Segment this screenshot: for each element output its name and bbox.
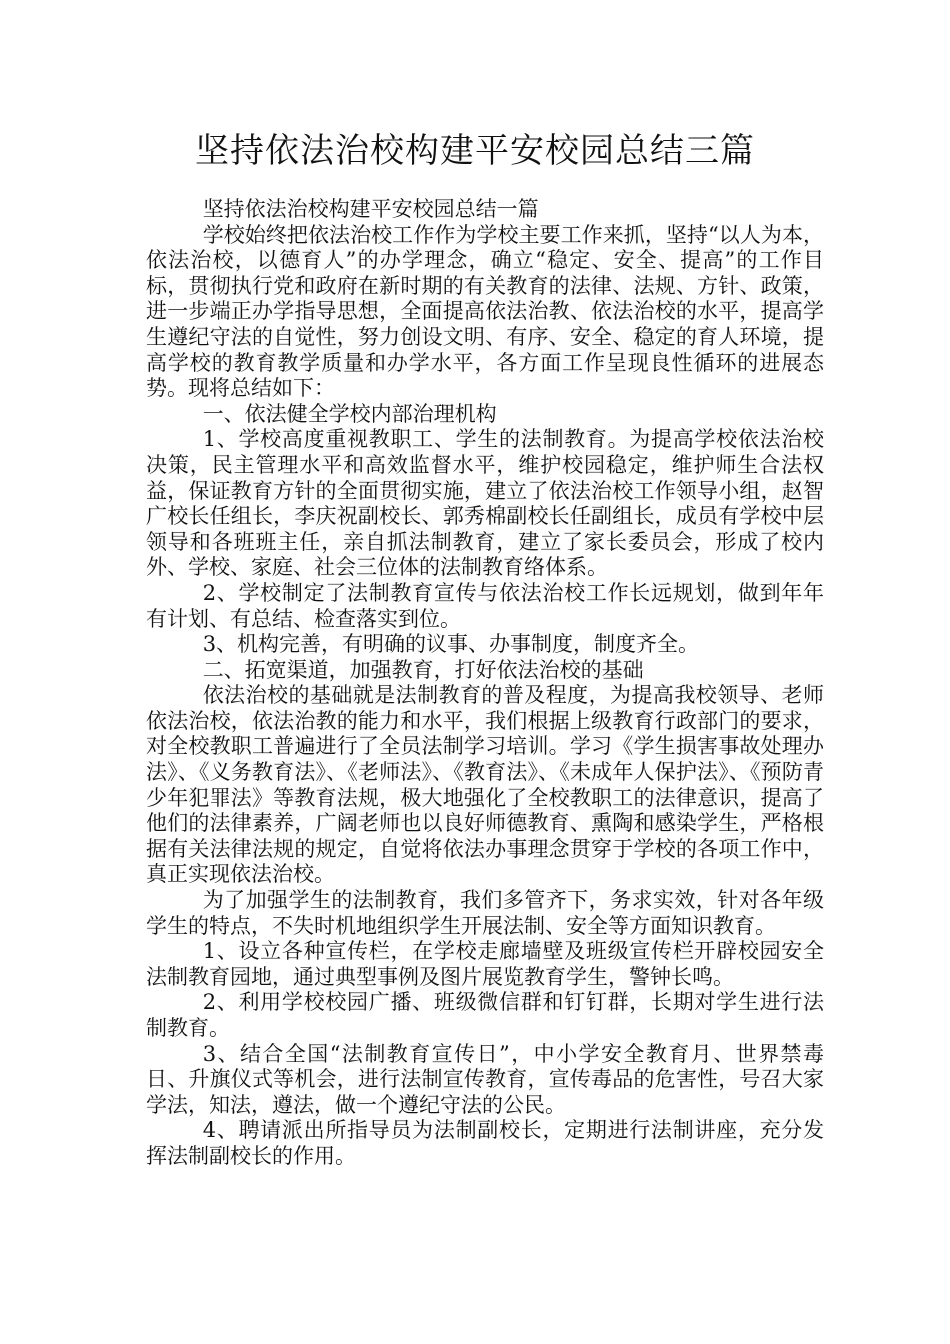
paragraph: 学校始终把依法治校工作作为学校主要工作来抓，坚持“以人为本，依法治校，以德育人”的办学理念，确立“稳定、安全、提高”的工作目标，贯彻执行党和政府在新时期的有关教育的法律、法规、方针、政策，进一步端正办学指导思想，全面提高依法治教、依法治校的水平，提高学生遵纪守法的自觉性，努力创设文明、有序、安全、稳定的育人环境，提高学校的教育教学质量和办学水平，各方面工作呈现良性循环的进展态势。现将总结如下： xyxy=(146,222,824,401)
section-heading: 二、拓宽渠道，加强教育，打好依法治校的基础 xyxy=(202,657,644,682)
section-heading: 坚持依法治校构建平安校园总结一篇 xyxy=(202,197,539,221)
paragraph: 依法治校的基础就是法制教育的普及程度，为提高我校领导、老师依法治校，依法治教的能力和水平，我们根据上级教育行政部门的要求，对全校教职工普遍进行了全员法制学习培训。学习《学生损害事故处理办法》、《义务教育法》、《老师法》、《教育法》、《未成年人保护法》、《预防青少年犯罪法》等教育法规，极大地强化了全校教职工的法律意识，提高了他们的法律素养，广阔老师也以良好师德教育、熏陶和感染学生，严格根据有关法律法规的规定，自觉将依法办事理念贯穿于学校的各项工作中，真正实现依法治校。 xyxy=(146,683,824,887)
paragraph: 2、学校制定了法制教育宣传与依法治校工作长远规划，做到年年有计划、有总结、检查落实到位。 xyxy=(146,580,824,631)
section-heading: 一、依法健全学校内部治理机构 xyxy=(202,401,497,426)
paragraph: 1、学校高度重视教职工、学生的法制教育。为提高学校依法治校决策，民主管理水平和高效监督水平，维护校园稳定，维护师生合法权益，保证教育方针的全面贯彻实施，建立了依法治校工作领导小组，赵智广校长任组长，李庆祝副校长、郭秀棉副校长任副组长，成员有学校中层领导和各班班主任，亲自抓法制教育，建立了家长委员会，形成了校内外、学校、家庭、社会三位体的法制教育络体系。 xyxy=(146,427,824,580)
paragraph: 为了加强学生的法制教育，我们多管齐下，务求实效，针对各年级学生的特点，不失时机地组织学生开展法制、安全等方面知识教育。 xyxy=(146,888,824,938)
document-title: 坚持依法治校构建平安校园总结三篇 xyxy=(195,131,755,171)
paragraph: 1、设立各种宣传栏，在学校走廊墙壁及班级宣传栏开辟校园安全法制教育园地，通过典型事例及图片展览教育学生，警钟长鸣。 xyxy=(146,939,824,989)
document-body xyxy=(146,197,824,1170)
paragraph: 3、机构完善，有明确的议事、办事制度，制度齐全。 xyxy=(202,632,700,657)
paragraph: 2、利用学校校园广播、班级微信群和钉钉群，长期对学生进行法制教育。 xyxy=(146,990,824,1040)
paragraph: 3、结合全国“法制教育宣传日”，中小学安全教育月、世界禁毒日、升旗仪式等机会，进行法制宣传教育，宣传毒品的危害性，号召大家学法，知法，遵法，做一个遵纪守法的公民。 xyxy=(146,1041,824,1117)
paragraph: 4、聘请派出所指导员为法制副校长，定期进行法制讲座，充分发挥法制副校长的作用。 xyxy=(146,1118,824,1168)
